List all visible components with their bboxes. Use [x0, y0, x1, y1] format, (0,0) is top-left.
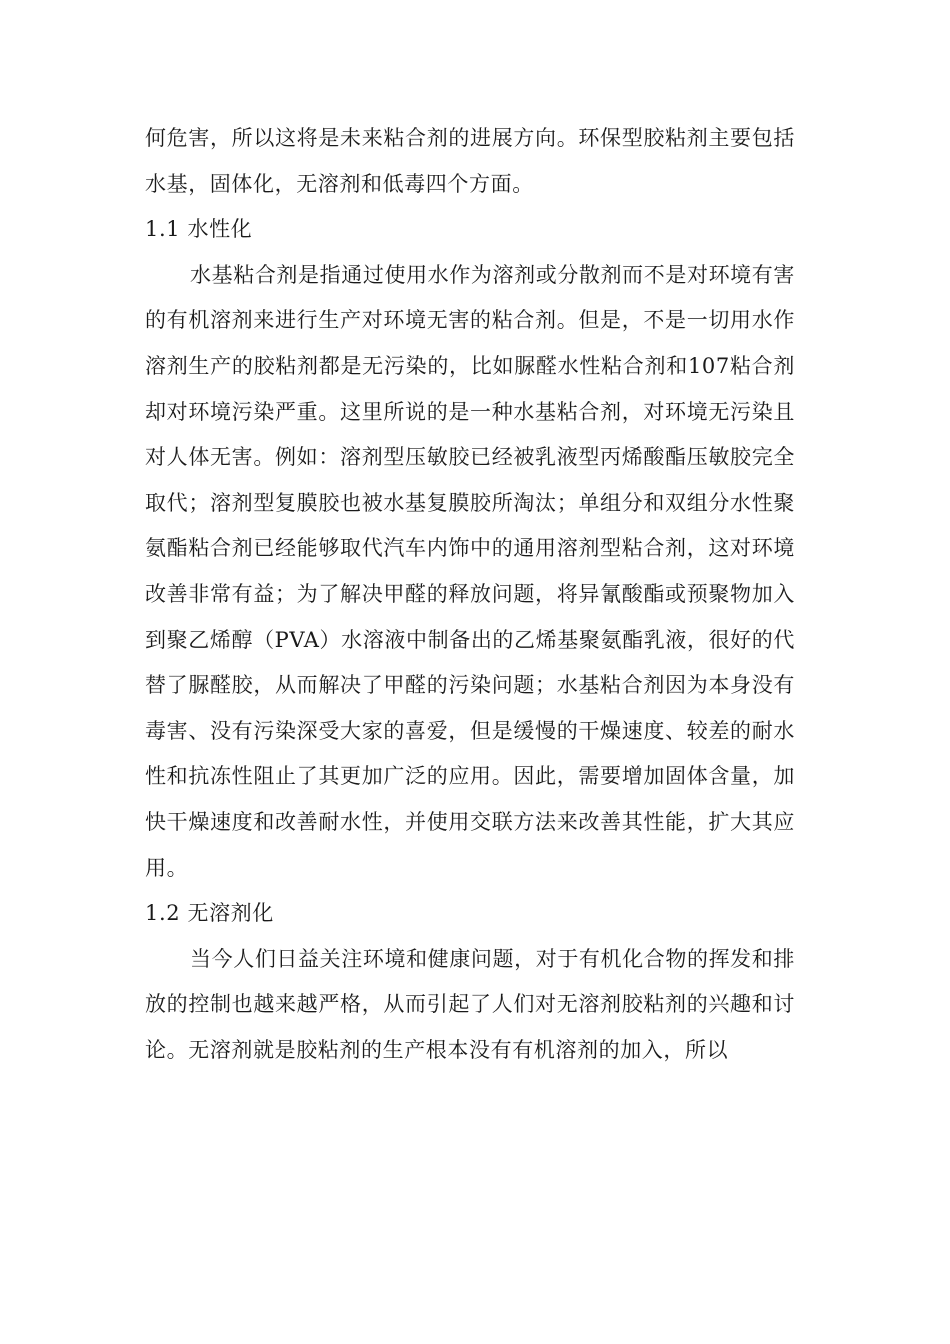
- section-heading-1-1: 1.1 水性化: [145, 217, 253, 242]
- paragraph-continuation: 何危害，所以这将是未来粘合剂的进展方向。环保型胶粘剂主要包括水基，固体化，无溶剂和低毒四个方面。: [145, 126, 795, 196]
- section-heading-1-2: 1.2 无溶剂化: [145, 901, 274, 926]
- paragraph-water-based: 水基粘合剂是指通过使用水作为溶剂或分散剂而不是对环境有害的有机溶剂来进行生产对环境无害的粘合剂。但是，不是一切用水作溶剂生产的胶粘剂都是无污染的，比如脲醛水性粘合剂和107粘合剂却对环境污染严重。这里所说的是一种水基粘合剂，对环境无污染且对人体无害。例如：溶剂型压敏胶已经被乳液型丙烯酸酯压敏胶完全取代；溶剂型复膜胶也被水基复膜胶所淘汰；单组分和双组分水性聚氨酯粘合剂已经能够取代汽车内饰中的通用溶剂型粘合剂，这对环境改善非常有益；为了解决甲醛的释放问题，将异氰酸酯或预聚物加入到聚乙烯醇（PVA）水溶液中制备出的乙烯基聚氨酯乳液，很好的代替了脲醛胶，从而解决了甲醛的污染问题；水基粘合剂因为本身没有毒害、没有污染深受大家的喜爱，但是缓慢的干燥速度、较差的耐水性和抗冻性阻止了其更加广泛的应用。因此，需要增加固体含量，加快干燥速度和改善耐水性，并使用交联方法来改善其性能，扩大其应用。: [145, 262, 795, 880]
- paragraph-solvent-free: 当今人们日益关注环境和健康问题，对于有机化合物的挥发和排放的控制也越来越严格，从而引起了人们对无溶剂胶粘剂的兴趣和讨论。无溶剂就是胶粘剂的生产根本没有有机溶剂的加入，所以: [145, 946, 795, 1062]
- document-body: [145, 116, 795, 1073]
